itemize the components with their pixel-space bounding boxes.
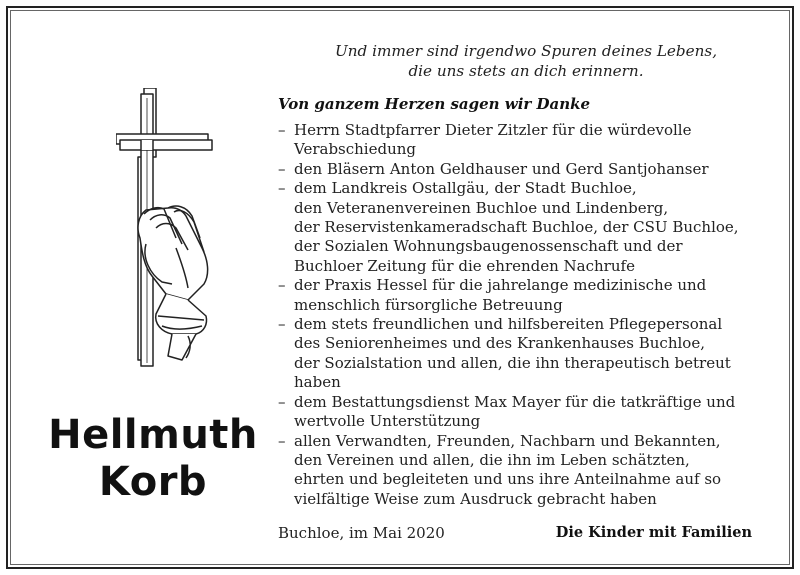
thanks-line: – Herrn Stadtpfarrer Dieter Zitzler für die würdevolle (294, 121, 692, 139)
thanks-line: – dem stets freundlichen und hilfsbereiten Pflegepersonal (294, 315, 723, 334)
thanks-line: vielfältige Weise zum Ausdruck gebracht haben (294, 489, 657, 508)
thanks-line: der Sozialstation und allen, die ihn therapeutisch betreut (294, 353, 731, 372)
deceased-name (38, 412, 268, 506)
thanks-item (278, 276, 778, 315)
cross-with-praying-hands-icon (116, 88, 242, 370)
thanks-item (278, 393, 778, 432)
thanks-line: – dem Landkreis Ostallgäu, der Stadt Buchloe, (294, 179, 637, 198)
thanks-line: – allen Verwandten, Freunden, Nachbarn und Bekannten, (294, 431, 721, 450)
thanks-line: – dem Bestattungsdienst Max Mayer für die tatkräftige und (294, 392, 736, 411)
place-date: Buchloe, im Mai 2020 (278, 524, 445, 542)
thanks-line: wertvolle Unterstützung (294, 412, 481, 431)
thanks-line: haben (294, 373, 341, 392)
thanks-item (278, 179, 778, 276)
thanks-list (278, 121, 778, 509)
thanks-item (278, 121, 778, 160)
last-name: Korb (98, 459, 208, 505)
memorial-quote (276, 41, 776, 81)
thanks-line: den Veteranenvereinen Buchloe und Lindenberg, (294, 198, 669, 217)
thanks-line: Verabschiedung (294, 140, 417, 159)
thanks-item (278, 160, 778, 179)
thanks-line: – der Praxis Hessel für die jahrelange medizinische und (294, 276, 707, 295)
quote-line-1: Und immer sind irgendwo Spuren deines Lebens, (334, 42, 718, 60)
thanks-line: den Vereinen und allen, die ihn im Leben schätzten, (294, 450, 690, 469)
thanks-item (278, 315, 778, 393)
thanks-line: der Reservistenkameradschaft Buchloe, der CSU Buchloe, (294, 218, 739, 237)
thanks-heading: Von ganzem Herzen sagen wir Danke (278, 95, 591, 113)
thanks-line: – den Bläsern Anton Geldhauser und Gerd Santjohanser (294, 159, 709, 178)
first-name: Hellmuth (48, 412, 258, 458)
obituary-card (6, 6, 794, 569)
thanks-line: der Sozialen Wohnungsbaugenossenschaft und der (294, 237, 683, 256)
thanks-line: des Seniorenheimes und des Krankenhauses Buchloe, (294, 334, 705, 353)
thanks-line: menschlich fürsorgliche Betreuung (294, 295, 563, 314)
thanks-item (278, 432, 778, 510)
thanks-line: ehrten und begleiteten und uns ihre Anteilnahme auf so (294, 470, 722, 489)
quote-line-2: die uns stets an dich erinnern. (408, 62, 644, 80)
thanks-line: Buchloer Zeitung für die ehrenden Nachrufe (294, 256, 635, 275)
signature: Die Kinder mit Familien (555, 524, 752, 541)
